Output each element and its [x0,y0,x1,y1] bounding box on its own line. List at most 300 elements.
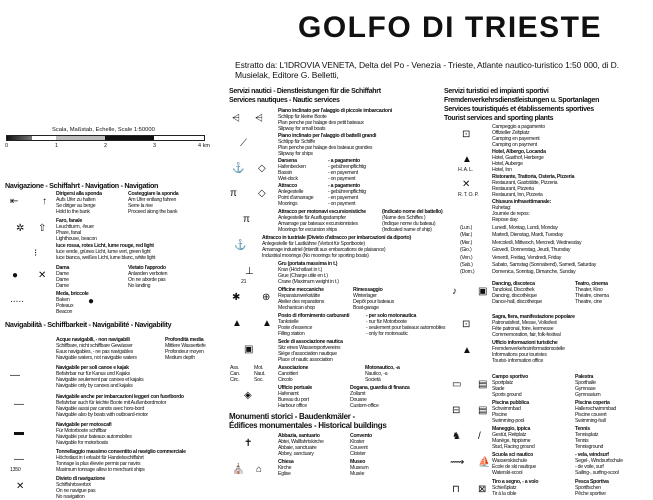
entry-line: Navigabile per soli canoe e kajak [56,365,129,371]
entry-line: Serre la rive [128,203,153,209]
entry-line: Piano inclinato per l'alaggio di piccole imbarcazioni [278,108,392,114]
entry-line: École de ski nautique [492,464,537,470]
entry-line: Musée [350,471,365,477]
entry-line: Restaurant, Pizzeria [492,186,534,192]
church-icon: ⛪ [232,464,245,475]
entry-line: Zollamt [350,391,366,397]
tourist-info-icon: ▲ [462,345,472,356]
swimming-hall-icon: ▤ [478,405,488,416]
legend-entry [56,422,132,446]
legend-entry-translation [575,479,609,497]
entry-line: luce verde, grünes Licht, lume vert, green light [56,249,151,255]
legend-entry [56,365,143,389]
festival-icon: ⊡ [462,319,471,330]
abbr: Circ. [230,377,240,383]
legend-entry [492,281,542,305]
entry-line: Sporthalle [575,380,596,386]
no-landing-icon: ✕ [38,270,47,281]
entry-line: Anlegestelle für Lastkähne (Verbot für Sportboote) [262,241,365,247]
entry-line: Teatro, cinema [575,281,608,287]
entry-line: Meda, briccole [56,291,89,297]
entry-line: Eaux navigables, - ne pas navigables [56,349,133,355]
entry-line: Gymnase [575,386,596,392]
entry-line: - a pagamento [328,183,360,189]
entry-line: Ristorante, Trattoria, Osteria, Pizzeria [492,174,575,180]
entry-line: Piscine [492,412,507,418]
abbreviations [254,365,265,383]
entry-line: Navigable aussi par canots avec hors-bord [56,406,145,412]
entry-line: Plan penche par halage des petit bateaux [278,120,364,126]
abbreviations [230,365,240,383]
entry-line: Dance-hall, discotheque [492,299,542,305]
entry-line: Sagra, fiera, manifestazione popolare [492,314,575,320]
legend-entry-translation [575,374,600,398]
legend-entry [278,209,366,233]
legend-entry-translation [165,337,206,361]
entry-line: Tanzlokal, Discothek [492,287,535,293]
entry-line: Aufs Ufer zu halten [56,197,96,203]
entry-line: Gru (portata massima in t.) [278,261,338,267]
entry-line: Dirigersi alla sponda [56,191,102,197]
source-citation: Estratto da: L'IDROVIA VENETA, Delta del Po - Venezia - Trieste, Atlante nautico-turistico 1:50 000, di D. Musielak, Editore G. Belletti, [235,60,619,80]
entry-line: Cloister [350,451,366,457]
entry-line: Ruhetag: [492,205,512,211]
entry-line: - gebührenpflichtig [328,164,366,170]
entry-line: Plan penche par halage des bateaux grandes [278,145,373,151]
entry-line: Tennis [575,438,589,444]
entry-line: Manège, hippisme [492,438,531,444]
entry-line: Fremdenverkehrsinformationsstelle [492,346,565,352]
legend-entry [278,261,339,285]
legend-entry [278,287,324,311]
abbr: Mot. [254,365,264,371]
entry-line: Canottieri [278,371,298,377]
entry-line: Moorings [278,201,298,207]
entry-line: Theater, Kino [575,287,603,293]
entry-line: No landing [128,283,151,289]
entry-line: Motonautico, -a [365,365,400,371]
entry-line: Campeggio a pagamento [492,124,546,130]
dancing-icon: ♪ [452,286,457,297]
entry-line: Mittlere Wassertiefe [165,343,206,349]
entry-line: Kran (Höchstlast in t.) [278,267,323,273]
entry-line: - only for motonautic [366,331,408,337]
entry-line: Schlipp für kleine Boote [278,114,327,120]
symbol-label: H. A. L. [458,167,474,173]
motorboat-route-icon: ▬ [14,427,24,438]
day-abbr: (Gio.) [460,247,472,254]
entry-line: Abbey, sanctuary [278,451,314,457]
entry-line: - on payment [328,176,356,182]
entry-line: Schiffbare, nicht schiffbare Gewässer [56,343,133,349]
legend-entry-translation [353,287,394,311]
slipway-small-icon: ⩤ [232,113,240,124]
entry-line: Attracco in tustriale (Divieto d'attracco per imbarcazioni da diporto) [262,235,411,241]
entry-line: - per solo motonautica [366,313,417,319]
entry-line: Commemoration, fair, folk-festival [492,332,561,338]
legend-entry [492,314,575,338]
entry-line: Posto di rifornimento carburanti [278,313,350,319]
entry-line: Nautico, -a [365,371,388,377]
legend-entry [278,365,308,383]
entry-line: Für Motorboote schiffbar [56,428,107,434]
entry-line: Sede di associazione nautica [278,339,343,345]
entry-line: Am Ufer entlang fahren [128,197,177,203]
mooring-icon: π [230,188,237,199]
nautic-association-icon: ▣ [244,344,254,355]
entry-line: Tonnellaggio massimo consentito al naviglio commerciale [56,449,186,455]
entry-line: Patronatsfest, Messe, Volksfest [492,320,557,326]
scale-tick: 3 [153,143,157,149]
section-heading: Services nautiques - Nautic services [229,97,340,104]
symbol-label: R. T. O. P. [458,192,479,198]
swimming-pool-icon: ⊟ [452,405,461,416]
entry-line: Ufficio informazioni turistiche [492,340,558,346]
scale-tick: 0 [5,143,9,149]
section-heading: Servizi turistici ed impianti sportivi [444,88,549,95]
entry-line: Navigabile anche per imbarcazioni leggeri con fuoribordo [56,394,184,400]
entry-line: Maneggio, ippica [492,426,531,432]
slipway-ships-icon: ⟋ [240,138,247,149]
entry-line: Abbazia, santuario [278,433,320,439]
entry-line: Schwimmbad [492,406,521,412]
entry-line: - on payment [328,201,356,207]
legend-entry [56,191,102,215]
entry-line: Hafenbecken [278,164,306,170]
entry-line: Convento [350,433,372,439]
entry-line: Befahrbar auch für leichte Boote mit Außenbordmotor [56,400,167,406]
anchor-icon: ⚓ [232,163,245,174]
entry-line: Abtei, Wallfahrtskirche [278,439,324,445]
entry-line: Journée de repos: [492,211,530,217]
mooring-payment-icon: ◇ [258,188,266,199]
dam-icon: ● [12,270,19,281]
entry-line: Poteaux [56,303,74,309]
entry-line: Baken [56,297,70,303]
entry-line: Chiusura infrasettimanale: [492,199,551,205]
entry-line: (Indique nome du bateau) [382,221,436,227]
entry-line: Attracco per motonavi escursionistiche [278,209,366,215]
entry-line: Slipway for ships [278,151,313,157]
entry-line: Mechanican shop [278,305,315,311]
section-heading: Édifices monumentales - Historical buildings [229,421,387,430]
entry-line: Dame [56,277,69,283]
legend-entry-translation [350,385,410,409]
entry-line: Stade [492,386,505,392]
day-name: Sabato, Samstag (Sonnabend), Samedi, Saturday [492,262,597,268]
entry-line: Offizieller Zeltplatz [492,130,530,136]
entry-line: Camping en payement [492,136,540,142]
entry-line: Maximum tonnage allow to merchant ships [56,467,145,473]
entry-line: Attracco [278,183,298,189]
entry-line: Stud, Racing ground [492,444,535,450]
entry-line: Profondeur moyen [165,349,204,355]
entry-line: Schiffahrtsverbot [56,482,91,488]
outboard-route-icon: — [14,399,24,410]
entry-line: Fête patronal, foire, kermesse [492,326,554,332]
excursion-mooring-icon: π [243,214,250,225]
section-heading: Navigabilità - Schiffbarkeit - Navigabilité - Navigability [5,320,172,329]
entry-line: - a pagamento [328,158,360,164]
entry-line: Piscina coperta [575,400,610,406]
gymnasium-icon: ▤ [478,379,488,390]
entry-line: Amarrage par bateaux excursionnistes [278,221,358,227]
day-name: Mercoledì, Mittwoch, Mercredi, Wednesday [492,239,582,246]
entry-line: Piano inclinato per l'alaggio di battelli grandi [278,133,377,139]
legend-entry [278,158,306,182]
legend-entry [278,108,392,132]
entry-line: Se diriger au berge [56,203,96,209]
legend-entry [56,394,184,418]
section-heading: Servizi nautici - Dienstleistungen für die Schiffahrt [229,88,381,95]
day-abbr: (Dom.) [460,269,475,276]
entry-line: Museo [350,459,366,465]
day-abbr: (Ven.) [460,254,473,261]
entry-line: Custom-office [350,403,379,409]
legend-entry [492,479,538,497]
lighthouse-icon: ✲ [16,223,25,234]
entry-line: Sitz eines Wassersportvereins [278,345,341,351]
entry-line: Navigable pour bateaux automobiles [56,434,132,440]
section-heading: Navigazione - Schiffahrt - Navigation - Navigation [5,181,159,190]
entry-line: Moorings for excursion ships [278,227,338,233]
entry-line: Wet-dock [278,176,298,182]
abbr: Ass. [230,365,240,371]
legend-entry-translation [350,459,368,477]
light-dots-icon: ⁝ [34,248,38,259]
entry-line: Sailing-, surfing-scool [575,470,619,476]
entry-line: Boat-garage [353,305,379,311]
entry-line: Crane (Maximum weight in t.) [278,279,339,285]
legend-entry-translation [350,433,372,457]
entry-line: Winterlager [353,293,377,299]
entry-line: Repose day: [492,217,519,223]
legend-entry-translation [575,452,623,476]
tennis-icon: / [478,431,481,442]
entry-line: Tonnage la plus élevée permis par navirs [56,461,141,467]
sailing-icon: ⛵ [478,457,491,468]
theatre-icon: ▣ [478,286,488,297]
legend-entry [278,433,324,457]
entry-line: Anlegestelle für Ausflugsdampfer [278,215,346,221]
legend-entry [278,183,313,207]
entry-line: Tennisground [575,444,604,450]
entry-line: Dame [56,283,69,289]
day-abbr: (Lun.) [460,225,473,231]
industrial-mooring-icon: ⚓ [234,240,247,251]
entry-line: Bassin [278,170,293,176]
entry-line: Faro, fanale [56,218,83,224]
entry-line: Pêche sportive [575,491,606,497]
symbol-label: 21 [241,279,247,285]
entry-line: Industrial moorings (No moorings for sporting boats) [262,253,369,259]
entry-line: (Indicato nome del battello) [382,209,443,215]
page-title: GOLFO DI TRIESTE [298,11,603,44]
fishing-icon: ⊠ [478,484,487,495]
legend-entry [278,339,343,363]
legend-entry [278,133,376,157]
entry-line: Dogana, guardia di finanza [350,385,410,391]
entry-line: On ne aborde pas [128,277,166,283]
legend-entry [492,400,529,424]
day-name: Venerdì, Freitag, Vendredi, Friday [492,254,562,261]
entry-line: Segel-, Windsurfschule [575,458,623,464]
entry-line: - en payement [328,195,358,201]
entry-line: Palestra [575,374,594,380]
entry-line: Piscina pubblica [492,400,529,406]
section-heading: Tourist services and sporting plants [444,115,554,122]
entry-line: Camping on payment [492,142,537,148]
entry-line: Beacon [56,309,73,315]
sports-ground-icon: ▭ [452,379,462,390]
legend-entry [492,452,536,476]
legend-entry [56,449,186,473]
legend-entry [262,235,411,259]
entry-line: Divieto di navigazione [56,476,105,482]
entry-line: Eglise [278,471,291,477]
entry-line: Couvent [350,445,368,451]
beacon-light-icon: ⇧ [38,223,47,234]
abbr: Naut. [254,371,266,377]
legend-entry-translation [382,209,442,233]
entry-line: Medium depth [165,355,195,361]
entry-line: Dame [56,271,69,277]
entry-line: - de voile, surf [575,464,604,470]
entry-line: Navigable seulement par canoes et kajaks [56,377,144,383]
hotel-icon: ▲ [462,154,472,165]
legend-entry [492,374,528,398]
day-abbr: (Sab.) [460,262,473,268]
entry-line: Hotel, Auberge [492,161,523,167]
entry-line: Tiro a segno, - a volo [492,479,539,485]
entry-line: Informations pour touristes [492,352,547,358]
entry-line: Sports ground [492,392,522,398]
legend-entry [278,459,294,477]
museum-icon: ⌂ [256,464,263,475]
anchor-payment-icon: ◇ [258,163,266,174]
legend-entry [492,199,551,223]
legend-entry [492,149,546,173]
entry-line: (Name des Schiffes ) [382,215,426,221]
legend-entry [492,426,535,450]
entry-line: Profondità media [165,337,204,343]
entry-line: Scuola sci nautico [492,452,534,458]
beacon-marker-icon: ● [88,296,95,307]
entry-line: Swimming-hall [575,418,606,424]
legend-entry [492,340,565,364]
entry-line: Befahrbar nur für Kanus und Kajaks [56,371,130,377]
legend-entry [56,291,89,315]
boat-garage-icon: ⊕ [262,292,271,303]
legend-entry-translation [575,281,609,305]
legend-entry [492,124,545,148]
day-name: Domenica, Sonntag, Dimanche, Sunday [492,269,576,276]
entry-line: Wasserskischule [492,458,527,464]
entry-line: Gymnasium [575,392,601,398]
entry-line: Navigable for motorboats [56,440,108,446]
entry-line: Höchstlast in t erlaubt für Handelsschiffahrt [56,455,144,461]
legend-entry [278,313,349,337]
entry-line: (Indicated name of ship) [382,227,432,233]
entry-line: Circolo [278,377,293,383]
legend-entry-translation [575,400,616,424]
entry-line: Proceed along the bank [128,209,178,215]
entry-line: Tir à la cible [492,491,517,497]
section-heading: Fremdenverkehrsdienstleistungen u. Sportanlagen [444,97,600,104]
canoe-route-icon: — [10,370,20,381]
entry-line: - nur für Motorboote [366,319,407,325]
symbol-label: 1350 [10,467,21,473]
entry-line: Tankstelle [278,319,299,325]
entry-line: Chiesa [278,459,294,465]
entry-line: - seulement pour bateaux automobiles [366,325,446,331]
scale-segment [105,136,154,140]
entry-line: Sportplatz [492,380,513,386]
entry-line: Restaurant, Inn, Pizzeria [492,192,543,198]
scale-tick: 2 [104,143,108,149]
scale-segment [56,136,105,140]
entry-line: Kirche [278,465,292,471]
legend-entry-translation [128,191,178,215]
camping-icon: ⊡ [462,129,471,140]
entry-line: Dancing, discoteca [492,281,535,287]
entry-line: Douane [350,397,367,403]
beacon-poles-icon: ∙∙∙∙∙ [10,296,24,307]
entry-line: Siège d'association nautique [278,351,337,357]
section-heading: Services touristiqués et établissements sportives [444,106,594,113]
entry-line: - gebührenpflichtig [328,189,366,195]
scale-bar [6,135,205,141]
entry-line: Hold to the bank [56,209,90,215]
entry-line: Lighthouse, beacon [56,236,97,242]
entry-line: Tennis [575,426,590,432]
entry-line: Anlanden verboten [128,271,168,277]
scale-tick: 1 [55,143,59,149]
entry-line: Place of nautic association [278,357,333,363]
entry-line: Phare, fanal [56,230,81,236]
restaurant-icon: ✕ [462,179,471,190]
entry-line: Kloster [350,439,365,445]
legend-entry [492,174,574,198]
harbour-office-icon: ◈ [244,390,252,401]
entry-line: On ne navigue pas [56,488,96,494]
entry-line: Schießplatz [492,485,517,491]
legend-entry [56,218,97,242]
proceed-along-bank-icon: ↑ [42,196,47,207]
legend-entry [278,385,312,409]
entry-line: Bureau du port [278,397,309,403]
entry-line: Filling station [278,331,305,337]
entry-line: Point d'amarrage [278,195,314,201]
entry-line: Piscine couvert [575,412,607,418]
section-heading: Monumenti storici - Baudenkmäler - [229,412,355,421]
abbr: Can. [230,371,240,377]
entry-line: Grue (Charge utile en t.) [278,273,328,279]
entry-line: Dancing, discothèque [492,293,537,299]
entry-line: Navigable only by canoes and kajaks [56,383,133,389]
legend-entry-translation [365,365,400,383]
entry-line: Slipway for small boats [278,126,326,132]
entry-line: Acque navigabili, - non navigabili [56,337,130,343]
no-navigation-icon: ✕ [16,481,25,492]
entry-line: Depôt pour bateaux [353,299,395,305]
entry-line: Harbour office [278,403,307,409]
slipway-small-alt-icon: ⩤ [255,113,263,124]
legend-entry-translation [128,265,167,289]
day-name: Giovedì, Donnerstag, Jeudi, Thursday [492,247,571,254]
abbr: Soc. [254,377,264,383]
entry-line: Navigable also by boats with outboard-motor [56,412,148,418]
